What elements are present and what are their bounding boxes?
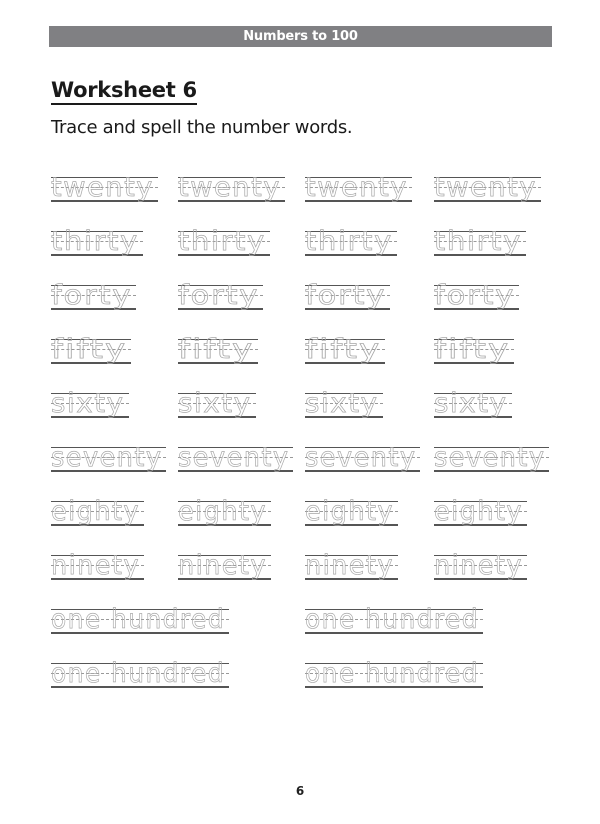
traceable-word: eighty (51, 496, 140, 527)
tracing-line-one-hundred (51, 604, 229, 635)
traceable-word: ninety (434, 550, 523, 581)
traceable-word: eighty (178, 496, 267, 527)
traceable-word: sixty (305, 388, 379, 419)
tracing-line-fifty (305, 334, 385, 365)
traceable-word: twenty (51, 172, 154, 203)
tracing-line-eighty (51, 496, 144, 527)
traceable-word: thirty (305, 226, 393, 257)
traceable-word: sixty (178, 388, 252, 419)
tracing-line-ninety (305, 550, 398, 581)
tracing-line-ninety (178, 550, 271, 581)
tracing-line-thirty (51, 226, 143, 257)
tracing-line-thirty (305, 226, 397, 257)
tracing-line-sixty (178, 388, 256, 419)
tracing-line-sixty (51, 388, 129, 419)
tracing-line-forty (178, 280, 263, 311)
traceable-word: ninety (305, 550, 394, 581)
tracing-line-twenty (51, 172, 158, 203)
traceable-word: thirty (178, 226, 266, 257)
tracing-line-one-hundred (51, 658, 229, 689)
tracing-line-seventy (51, 442, 166, 473)
tracing-line-thirty (434, 226, 526, 257)
traceable-word: fifty (51, 334, 128, 365)
traceable-word: thirty (434, 226, 522, 257)
tracing-line-fifty (434, 334, 514, 365)
tracing-line-fifty (178, 334, 258, 365)
traceable-word: ninety (178, 550, 267, 581)
traceable-word: one hundred (305, 658, 480, 689)
page-number: 6 (295, 784, 305, 798)
tracing-line-forty (305, 280, 390, 311)
traceable-word: seventy (178, 442, 290, 473)
tracing-line-one-hundred (305, 604, 483, 635)
tracing-line-sixty (434, 388, 512, 419)
tracing-line-seventy (434, 442, 549, 473)
traceable-word: seventy (434, 442, 546, 473)
traceable-word: one hundred (51, 604, 226, 635)
traceable-word: forty (434, 280, 516, 311)
worksheet-title: Worksheet 6 (51, 78, 197, 105)
traceable-word: one hundred (305, 604, 480, 635)
traceable-word: eighty (305, 496, 394, 527)
tracing-line-eighty (434, 496, 527, 527)
traceable-word: thirty (51, 226, 139, 257)
tracing-line-seventy (178, 442, 293, 473)
tracing-line-one-hundred (305, 658, 483, 689)
tracing-line-twenty (178, 172, 285, 203)
traceable-word: fifty (305, 334, 382, 365)
tracing-line-twenty (305, 172, 412, 203)
tracing-line-eighty (178, 496, 271, 527)
traceable-word: sixty (51, 388, 125, 419)
traceable-word: twenty (434, 172, 537, 203)
traceable-word: eighty (434, 496, 523, 527)
traceable-word: twenty (305, 172, 408, 203)
traceable-word: seventy (305, 442, 417, 473)
traceable-word: forty (305, 280, 387, 311)
tracing-line-seventy (305, 442, 420, 473)
traceable-word: fifty (434, 334, 511, 365)
tracing-line-ninety (51, 550, 144, 581)
worksheet-instructions: Trace and spell the number words. (51, 117, 353, 138)
traceable-word: fifty (178, 334, 255, 365)
tracing-line-ninety (434, 550, 527, 581)
tracing-line-twenty (434, 172, 541, 203)
traceable-word: sixty (434, 388, 508, 419)
traceable-word: seventy (51, 442, 163, 473)
traceable-word: forty (178, 280, 260, 311)
traceable-word: twenty (178, 172, 281, 203)
tracing-line-thirty (178, 226, 270, 257)
tracing-line-fifty (51, 334, 131, 365)
tracing-line-sixty (305, 388, 383, 419)
banner-text: Numbers to 100 (243, 29, 358, 44)
traceable-word: one hundred (51, 658, 226, 689)
tracing-line-forty (434, 280, 519, 311)
traceable-word: ninety (51, 550, 140, 581)
tracing-line-eighty (305, 496, 398, 527)
section-banner (49, 26, 552, 47)
tracing-line-forty (51, 280, 136, 311)
traceable-word: forty (51, 280, 133, 311)
